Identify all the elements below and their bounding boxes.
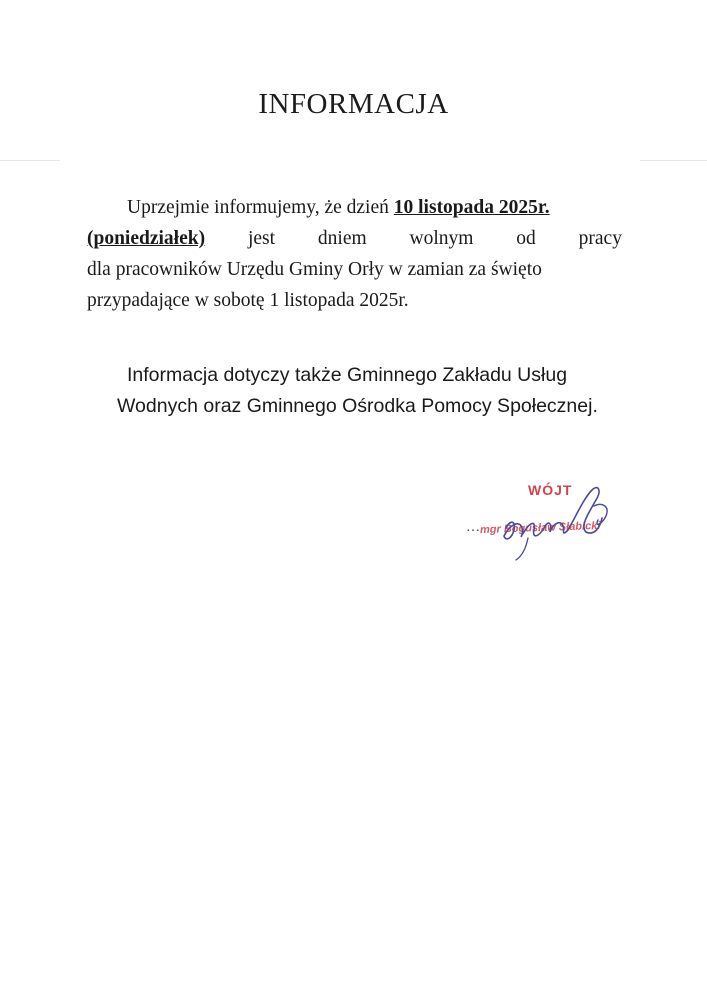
paragraph-line: Informacja dotyczy także Gminnego Zakładu Usług — [127, 364, 568, 386]
word: pracy — [578, 228, 622, 249]
page-title: INFORMACJA — [258, 88, 449, 120]
scan-artifact — [640, 160, 707, 161]
stamp-name: mgr Bogusław Słabicki — [479, 519, 601, 537]
paragraph-line: dla pracowników Urzędu Gminy Orły w zamian za święto — [87, 259, 542, 280]
word: dniem — [317, 228, 367, 249]
paragraph-line: przypadające w sobotę 1 listopada 2025r. — [87, 290, 409, 311]
additional-info-paragraph — [87, 360, 622, 422]
paragraph-line — [87, 192, 622, 223]
signature-dots: … — [466, 520, 481, 535]
weekday-highlight: (poniedziałek) — [87, 228, 206, 249]
word: jest — [247, 228, 276, 249]
paragraph-line: Wodnych oraz Gminnego Ośrodka Pomocy Społecznej. — [117, 395, 598, 417]
word: od — [516, 228, 536, 249]
announcement-paragraph — [87, 192, 622, 316]
stamp-title: WÓJT — [528, 482, 573, 498]
scan-artifact — [0, 160, 60, 161]
word: wolnym — [409, 228, 474, 249]
paragraph-line — [87, 223, 622, 254]
intro-text: Uprzejmie informujemy, że dzień — [127, 197, 394, 218]
date-highlight: 10 listopada 2025r. — [393, 197, 550, 218]
handwritten-signature — [476, 476, 626, 566]
